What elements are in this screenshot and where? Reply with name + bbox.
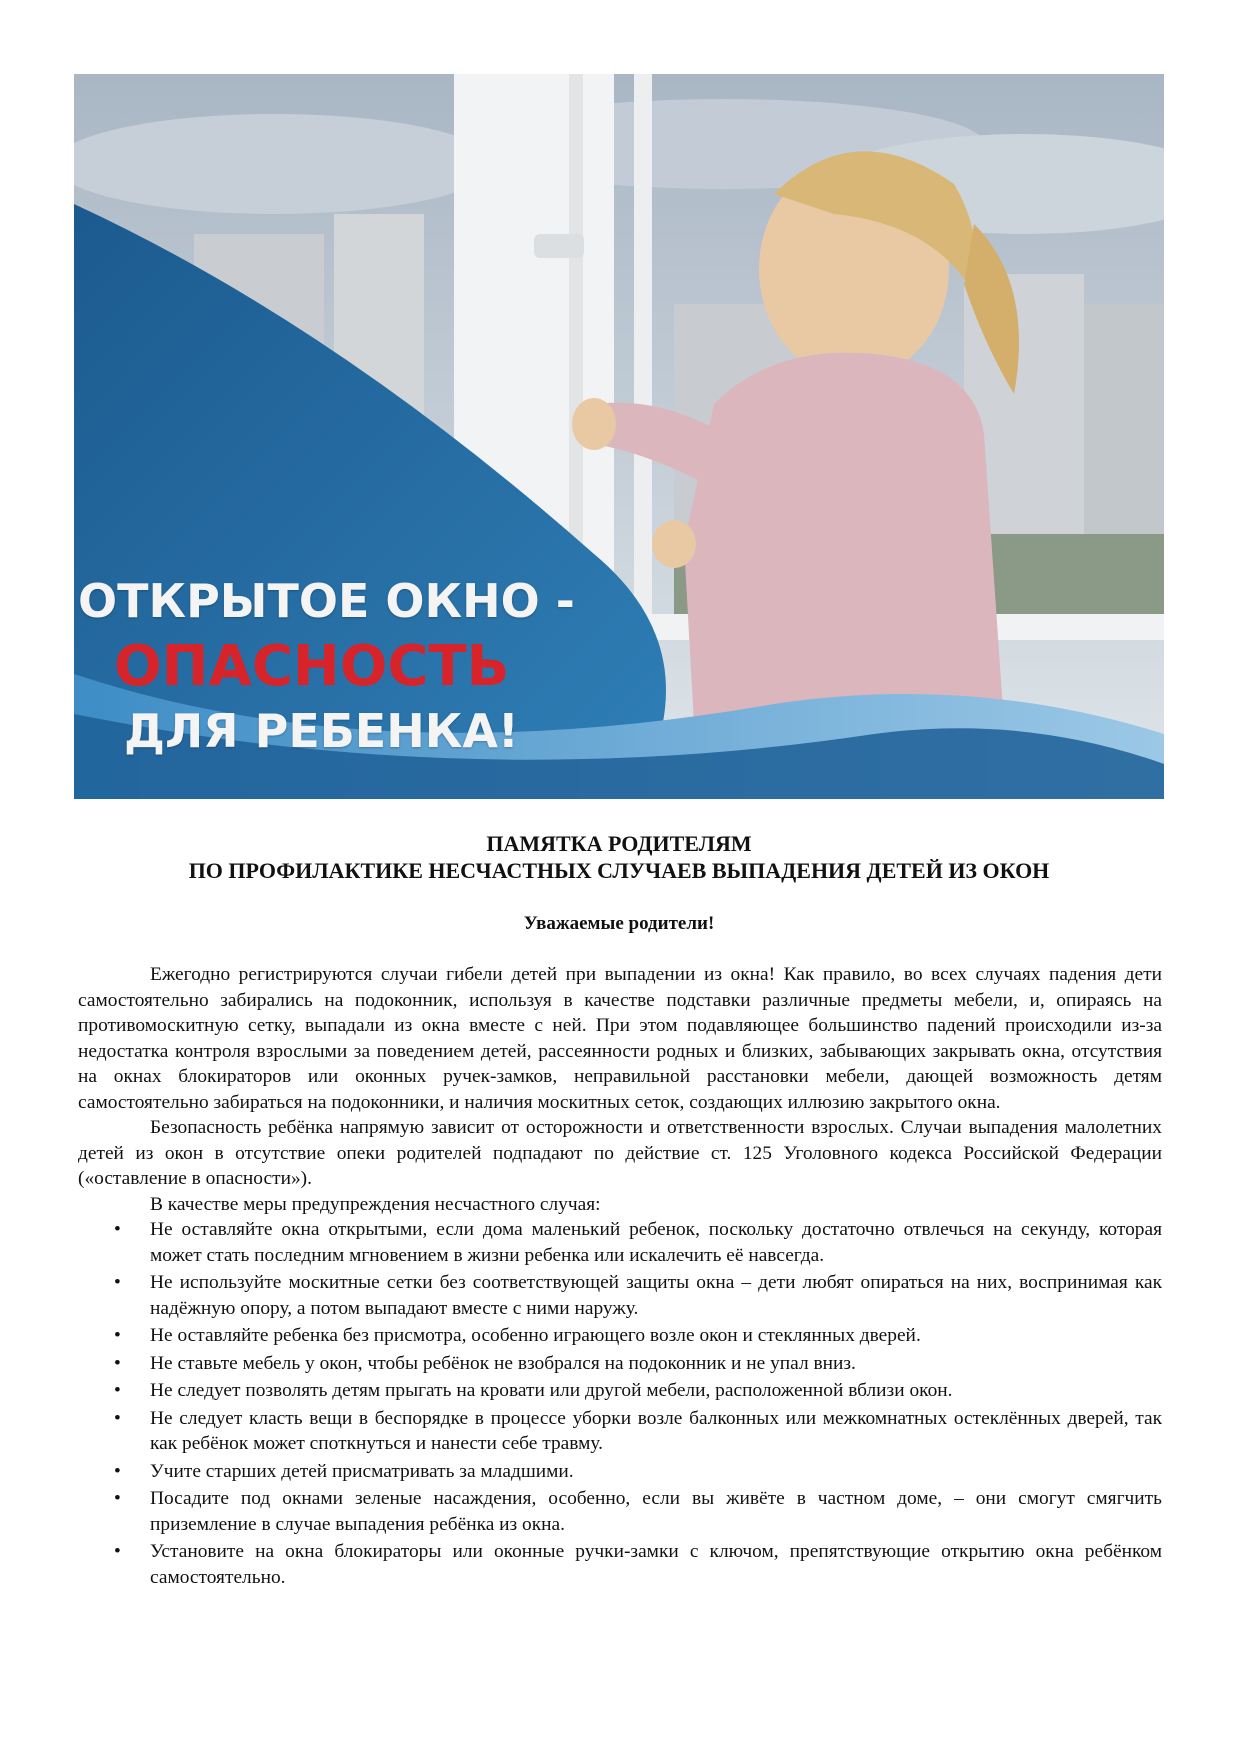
safety-tips-list (78, 1217, 1162, 1590)
list-item (78, 1486, 1162, 1537)
bullet-icon: • (114, 1407, 121, 1429)
list-item-text: Не ставьте мебель у окон, чтобы ребёнок не взобрался на подоконник и не упал вниз. (150, 1352, 856, 1374)
list-item (78, 1459, 1162, 1485)
memo-body (78, 962, 1162, 1592)
bullet-icon: • (114, 1460, 121, 1482)
list-item (78, 1217, 1162, 1268)
list-item (78, 1270, 1162, 1321)
list-item (78, 1406, 1162, 1457)
paragraph: Ежегодно регистрируются случаи гибели детей при выпадении из окна! Как правило, во всех случаях падения дети самостоятельно забирались на подоконник, используя в качестве подставки различные предметы мебели, и, опираясь на противомоскитную сетку, выпадали из окна вместе с ней. При этом подавляющее большинство падений происходили из-за недостатка контроля взрослыми за поведением детей, рассеянности родных и близких, забывающих закрывать окна, отсутствия на окнах блокираторов или оконных ручек-замков, неправильной расстановки мебели, дающей возможность детям самостоятельно забираться на подоконники, и наличия москитных сеток, создающих иллюзию закрытого окна. (78, 964, 1162, 1113)
list-item (78, 1539, 1162, 1590)
list-intro: В качестве меры предупреждения несчастного случая: (150, 1193, 601, 1215)
list-item (78, 1323, 1162, 1349)
bullet-icon: • (114, 1272, 121, 1293)
list-item-text: Не используйте москитные сетки без соответствующей защиты окна – дети любят опираться на них, воспринимая как надёжную опору, а потом выпадают вместе с ними наружу. (150, 1272, 1162, 1319)
banner-title-line-1: ОТКРЫТОЕ ОКНО - (78, 574, 575, 628)
bullet-icon: • (114, 1219, 121, 1240)
list-item-text: Установите на окна блокираторы или оконные ручки-замки с ключом, препятствующие открытию окна ребёнком самостоятельно. (150, 1541, 1162, 1588)
list-item-text: Не оставляйте окна открытыми, если дома маленький ребенок, поскольку достаточно отвлечься на секунду, которая может стать последним мгновением в жизни ребенка или искалечить её навсегда. (150, 1219, 1162, 1266)
banner-title-line-2: ОПАСНОСТЬ (114, 634, 510, 699)
memo-subtitle: ПО ПРОФИЛАКТИКЕ НЕСЧАСТНЫХ СЛУЧАЕВ ВЫПАДЕНИЯ ДЕТЕЙ ИЗ ОКОН (188, 858, 1050, 883)
list-item (78, 1378, 1162, 1404)
list-item-text: Не следует позволять детям прыгать на кровати или другой мебели, расположенной вблизи окон. (150, 1380, 953, 1401)
bullet-icon: • (114, 1352, 121, 1374)
greeting: Уважаемые родители! (523, 913, 715, 934)
list-item-text: Посадите под окнами зеленые насаждения, особенно, если вы живёте в частном доме, – они смогут смягчить приземление в случае выпадения ребёнка из окна. (150, 1488, 1162, 1535)
banner-image (74, 74, 1164, 799)
list-item-text: Учите старших детей присматривать за младшими. (150, 1460, 574, 1482)
bullet-icon: • (114, 1325, 121, 1346)
list-item-text: Не оставляйте ребенка без присмотра, особенно играющего возле окон и стеклянных дверей. (150, 1325, 921, 1346)
list-item-text: Не следует класть вещи в беспорядке в процессе уборки возле балконных или межкомнатных остеклённых дверей, так как ребёнок может споткнуться и нанести себе травму. (150, 1407, 1162, 1454)
memo-title: ПАМЯТКА РОДИТЕЛЯМ (486, 831, 752, 856)
bullet-icon: • (114, 1380, 121, 1401)
list-item (78, 1351, 1162, 1377)
bullet-icon: • (114, 1541, 121, 1562)
banner-title-line-3: ДЛЯ РЕБЕНКА! (124, 704, 519, 758)
bullet-icon: • (114, 1488, 121, 1509)
paragraph: Безопасность ребёнка напрямую зависит от осторожности и ответственности взрослых. Случаи выпадения малолетних детей из окон в отсутствие опеки родителей подпадают по действие ст. 125 Уголовного кодекса Российской Федерации («оставление в опасности»). (78, 1117, 1162, 1189)
